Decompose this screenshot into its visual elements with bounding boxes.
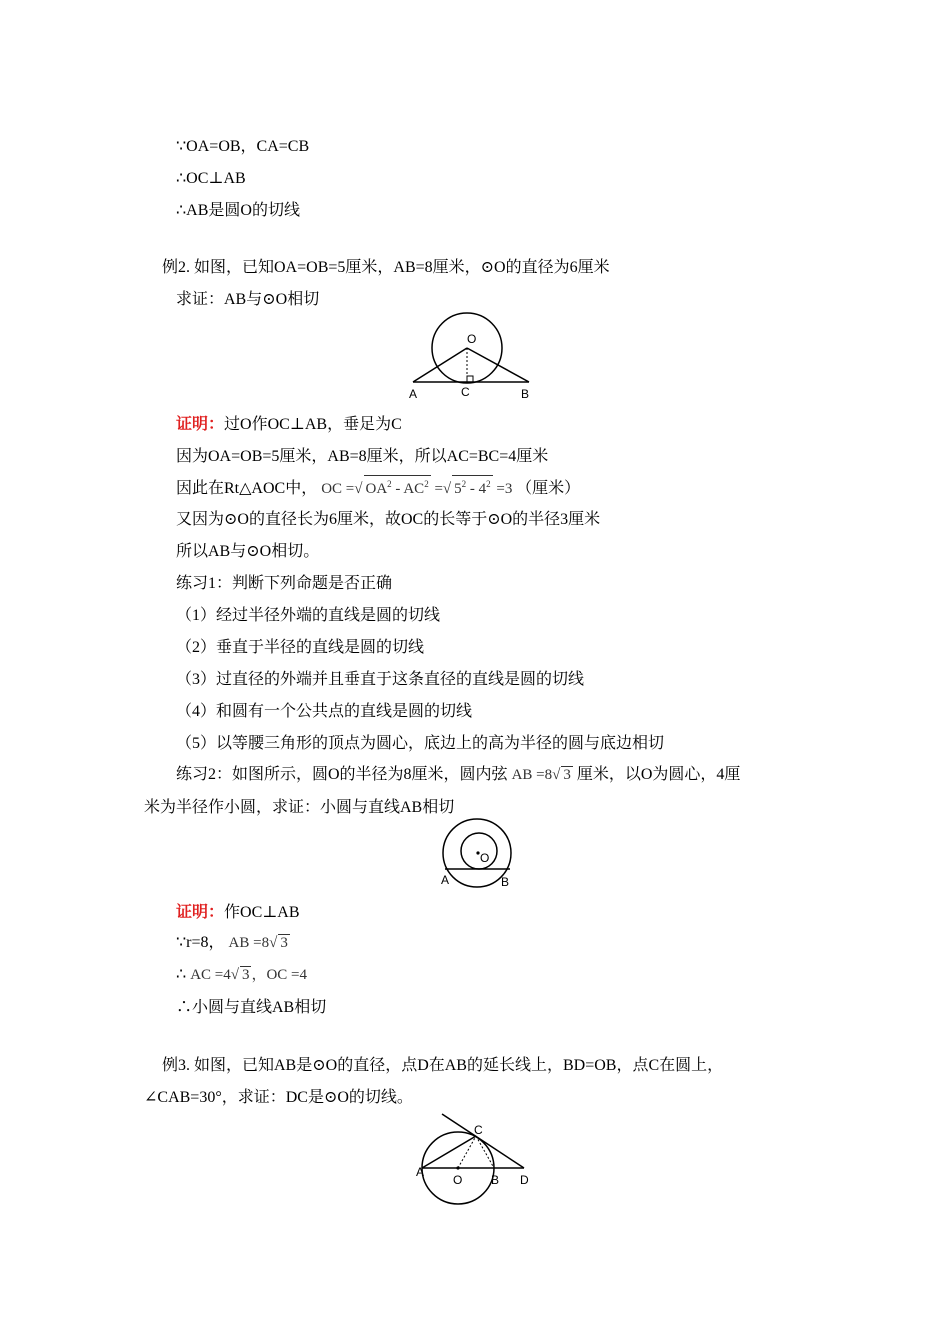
example-2-proof-3 bbox=[176, 475, 580, 500]
formula-ab: AB =8√ 3 bbox=[511, 767, 571, 783]
practice-2-proof-2 bbox=[176, 932, 290, 954]
practice-2-line-2: 米为半径作小圆，求证：小圆与直线AB相切 bbox=[144, 799, 455, 816]
label-b: B bbox=[521, 387, 530, 401]
label-a: A bbox=[409, 387, 418, 401]
exercise-1-item: （1）经过半径外端的直线是圆的切线 bbox=[176, 607, 441, 624]
practice-text: 练习2：如图所示，圆O的半径为8厘米，圆内弦 bbox=[176, 766, 508, 783]
example-2-proof-4: 又因为⊙O的直径长为6厘米，故OC的长等于⊙O的半径3厘米 bbox=[176, 511, 601, 528]
proof-text: ∵r=8， bbox=[176, 934, 225, 951]
label-a: A bbox=[416, 1165, 425, 1179]
proof-text: ∴ bbox=[176, 966, 187, 983]
proof-text: 作OC⊥AB bbox=[224, 904, 300, 921]
formula-oc: OC =√ $OA^2 - AC^2$ =√ $5^2 - 4^2 =3$ bbox=[321, 481, 516, 497]
label-b: B bbox=[491, 1173, 500, 1187]
formula-ab: AB =8√ 3 bbox=[228, 935, 288, 951]
label-o: O bbox=[480, 851, 490, 865]
label-b: B bbox=[501, 875, 510, 889]
proof-text: 过O作OC⊥AB，垂足为C bbox=[224, 416, 402, 433]
example-2-proof-5: 所以AB与⊙O相切。 bbox=[176, 543, 320, 560]
exercise-1-item: （4）和圆有一个公共点的直线是圆的切线 bbox=[176, 703, 473, 720]
practice-text: 厘米，以O为圆心，4厘 bbox=[576, 766, 741, 783]
label-d: D bbox=[520, 1173, 529, 1187]
exercise-1-title: 练习1：判断下列命题是否正确 bbox=[176, 575, 393, 592]
formula-ac-oc: AC =4√ 3 ，OC =4 bbox=[190, 967, 308, 983]
label-a: A bbox=[441, 873, 450, 887]
proof-label: 证明： bbox=[176, 904, 225, 921]
proof-line: ∴AB是圆O的切线 bbox=[176, 202, 300, 219]
example-2-prove: 求证：AB与⊙O相切 bbox=[176, 291, 320, 308]
label-c: C bbox=[474, 1123, 483, 1137]
label-o: O bbox=[467, 332, 477, 346]
proof-line: ∴OC⊥AB bbox=[176, 170, 246, 187]
example-2-title: 例2. 如图，已知OA=OB=5厘米，AB=8厘米，⊙O的直径为6厘米 bbox=[162, 259, 610, 276]
example-2-proof-1 bbox=[176, 414, 402, 436]
practice-2-figure bbox=[435, 818, 525, 890]
proof-line: ∵OA=OB，CA=CB bbox=[176, 138, 310, 155]
label-c: C bbox=[461, 385, 470, 399]
example-3-title: 例3. 如图，已知AB是⊙O的直径，点D在AB的延长线上，BD=OB，点C在圆上， bbox=[162, 1057, 724, 1074]
exercise-1-item: （3）过直径的外端并且垂直于这条直径的直线是圆的切线 bbox=[176, 671, 585, 688]
proof-text: 因此在Rt△AOC中， bbox=[176, 480, 318, 497]
label-o: O bbox=[453, 1173, 463, 1187]
practice-2-proof-1 bbox=[176, 902, 300, 924]
example-2-proof-2: 因为OA=OB=5厘米，AB=8厘米，所以AC=BC=4厘米 bbox=[176, 448, 549, 465]
practice-2-proof-4: ∴小圆与直线AB相切 bbox=[176, 999, 327, 1016]
proof-text: （厘米） bbox=[516, 480, 581, 497]
proof-label: 证明： bbox=[176, 416, 225, 433]
example-3-line-2: ∠CAB=30°，求证：DC是⊙O的切线。 bbox=[144, 1089, 413, 1106]
example-3-figure bbox=[412, 1108, 542, 1206]
exercise-1-item: （5）以等腰三角形的顶点为圆心，底边上的高为半径的圆与底边相切 bbox=[176, 735, 665, 752]
practice-2-line-1 bbox=[176, 764, 740, 786]
example-2-figure bbox=[405, 312, 545, 404]
exercise-1-item: （2）垂直于半径的直线是圆的切线 bbox=[176, 639, 425, 656]
practice-2-proof-3 bbox=[176, 964, 307, 986]
